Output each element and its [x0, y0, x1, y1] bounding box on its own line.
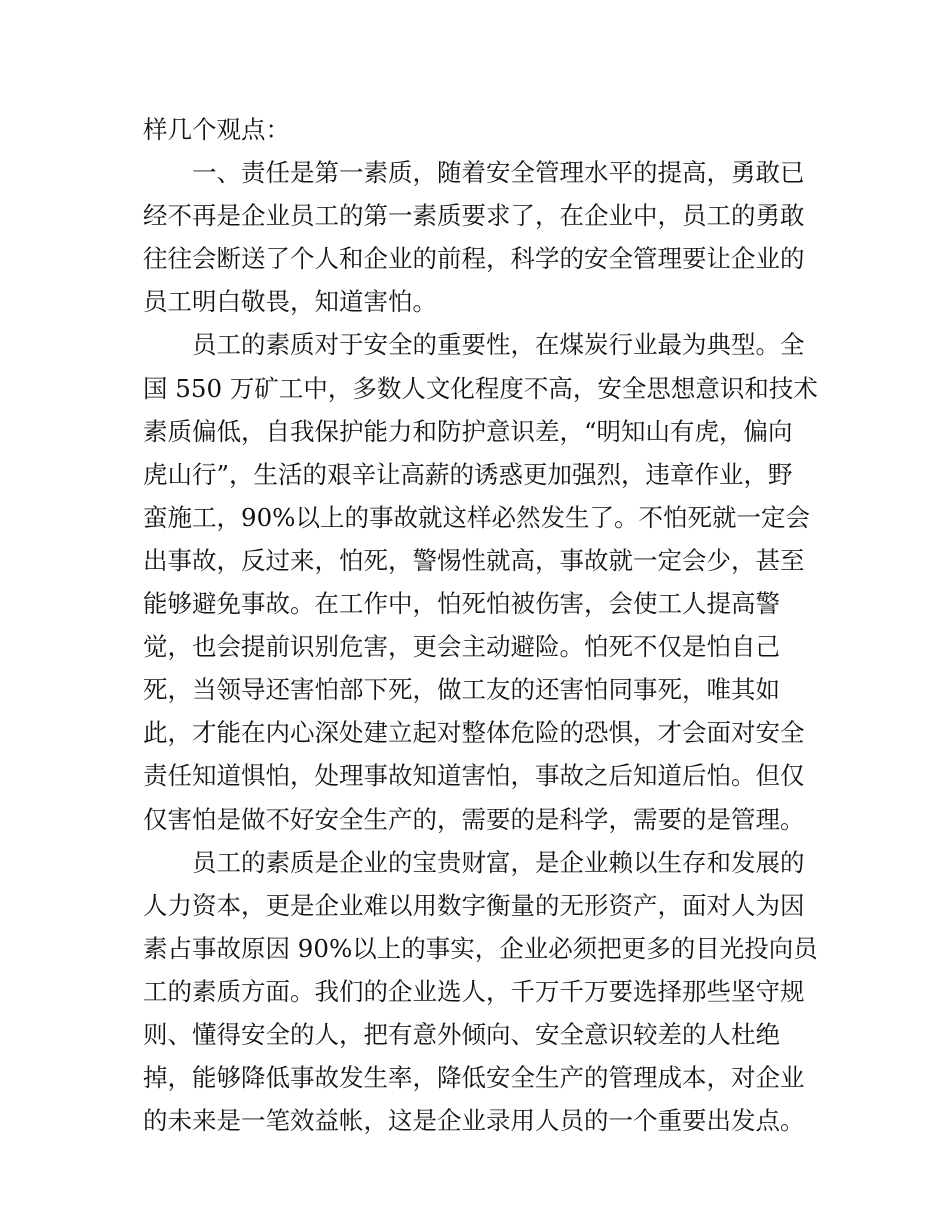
- text-line: 素质偏低，自我保护能力和防护意识差，“明知山有虎，偏向: [143, 416, 793, 446]
- text-line: 死，当领导还害怕部下死，做工友的还害怕同事死，唯其如: [143, 675, 780, 705]
- text-line: 蛮施工，90%以上的事故就这样必然发生了。不怕死就一定会: [143, 502, 810, 532]
- text-line: 则、懂得安全的人，把有意外倾向、安全意识较差的人杜绝: [143, 1019, 780, 1049]
- text-line: 虎山行”，生活的艰辛让高薪的诱惑更加强烈，违章作业，野: [143, 459, 793, 489]
- text-line: 出事故，反过来，怕死，警惕性就高，事故就一定会少，甚至: [143, 545, 805, 575]
- text-line: 掉，能够降低事故发生率，降低安全生产的管理成本，对企业: [143, 1063, 805, 1093]
- text-line: 能够避免事故。在工作中，怕死怕被伤害，会使工人提高警: [143, 589, 780, 619]
- text-line: 责任知道惧怕，处理事故知道害怕，事故之后知道后怕。但仅: [143, 761, 805, 791]
- text-line: 员工明白敬畏，知道害怕。: [143, 287, 437, 317]
- text-line: 此，才能在内心深处建立起对整体危险的恐惧，才会面对安全: [143, 718, 805, 748]
- text-line: 的未来是一笔效益帐，这是企业录用人员的一个重要出发点。: [143, 1106, 805, 1136]
- text-line: 工的素质方面。我们的企业选人，千万千万要选择那些坚守规: [143, 976, 805, 1006]
- text-line: 素占事故原因 90%以上的事实，企业必须把更多的目光投向员: [143, 933, 818, 963]
- text-line: 觉，也会提前识别危害，更会主动避险。怕死不仅是怕自己: [143, 632, 780, 662]
- text-line: 一、责任是第一素质，随着安全管理水平的提高，勇敢已: [143, 158, 805, 188]
- text-line: 经不再是企业员工的第一素质要求了，在企业中，员工的勇敢: [143, 201, 805, 231]
- text-line: 样几个观点：: [143, 115, 290, 144]
- text-line: 往往会断送了个人和企业的前程，科学的安全管理要让企业的: [143, 244, 805, 274]
- text-line: 员工的素质对于安全的重要性，在煤炭行业最为典型。全: [143, 330, 805, 360]
- text-line: 人力资本，更是企业难以用数字衡量的无形资产，面对人为因: [143, 890, 805, 920]
- text-line: 国 550 万矿工中，多数人文化程度不高，安全思想意识和技术: [143, 373, 818, 403]
- text-line: 员工的素质是企业的宝贵财富，是企业赖以生存和发展的: [143, 847, 805, 877]
- document-body-text: [143, 108, 818, 1142]
- text-line: 仅害怕是做不好安全生产的，需要的是科学，需要的是管理。: [143, 804, 805, 834]
